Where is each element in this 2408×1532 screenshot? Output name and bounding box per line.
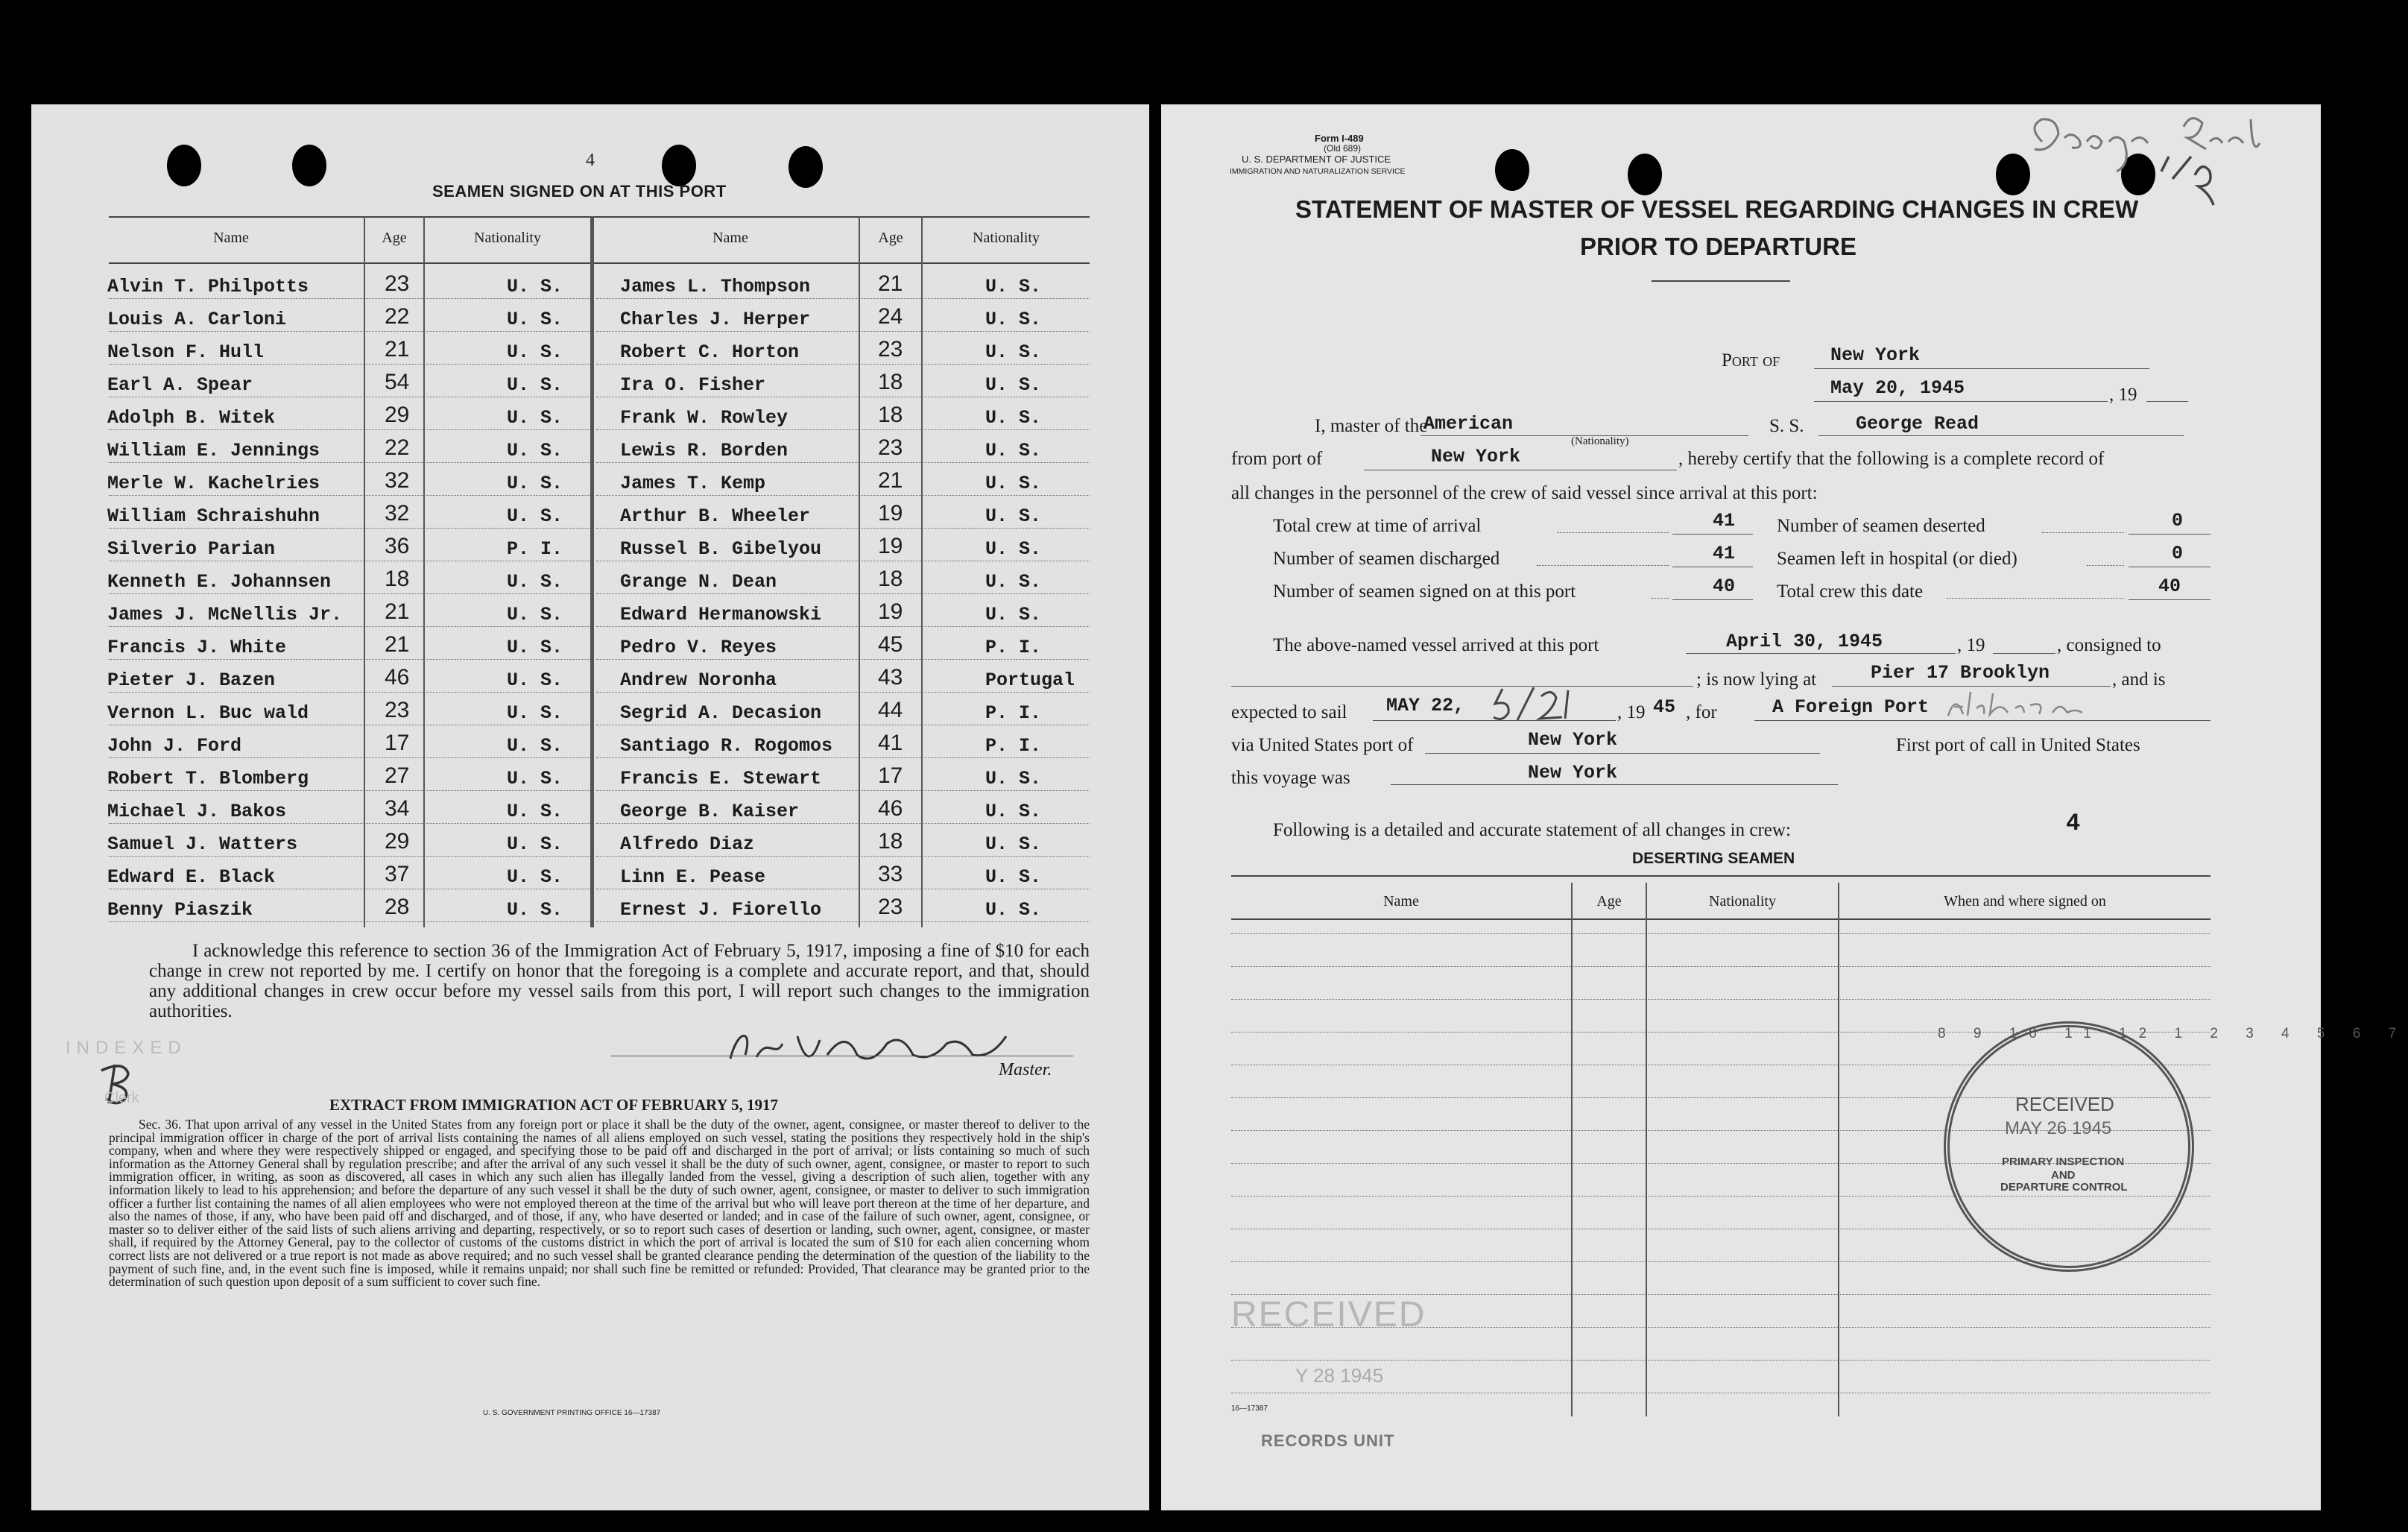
nationality-value: American	[1423, 413, 1514, 435]
crew-name: Andrew Noronha	[620, 669, 777, 691]
table-divider	[921, 216, 923, 927]
crew-nationality: U. S.	[507, 571, 563, 593]
crew-age: 23	[878, 895, 903, 919]
stamp-ring-numbers: 8 9 10 11 12 1 2 3 4 5 6 7	[1938, 1026, 2408, 1041]
crew-nationality: U. S.	[985, 276, 1042, 297]
deserting-col-name: Name	[1383, 893, 1419, 910]
row-rule	[109, 823, 590, 824]
service: IMMIGRATION AND NATURALIZATION SERVICE	[1230, 167, 1406, 176]
via-label: via United States port of	[1231, 735, 1414, 755]
crew-age: 21	[878, 468, 903, 493]
row-rule	[596, 823, 1090, 824]
crew-nationality: U. S.	[507, 341, 563, 363]
certify-text: , hereby certify that the following is a complete record of	[1678, 449, 2105, 469]
leader-dots	[1947, 598, 2124, 599]
crew-age: 33	[878, 862, 903, 886]
via-underline	[1425, 753, 1820, 754]
crew-nationality: U. S.	[507, 833, 563, 855]
crew-name: Russel B. Gibelyou	[620, 538, 822, 560]
form-title-line1: STATEMENT OF MASTER OF VESSEL REGARDING CHANGES IN CREW	[1295, 195, 2139, 223]
crew-age: 23	[878, 435, 903, 460]
table-divider	[423, 216, 425, 927]
crew-nationality: U. S.	[507, 440, 563, 461]
consignee-underline	[1231, 686, 1693, 687]
crew-age: 18	[385, 567, 410, 591]
crew-name: William E. Jennings	[107, 440, 320, 461]
row-rule	[596, 364, 1090, 365]
crew-age: 32	[385, 468, 410, 493]
crew-name: Alfredo Diaz	[620, 833, 755, 855]
row-rule	[596, 790, 1090, 791]
crew-nationality: U. S.	[985, 604, 1042, 625]
punch-hole	[167, 145, 201, 186]
row-rule	[596, 659, 1090, 660]
total-crew-date-value: 40	[2158, 576, 2181, 597]
sail-value: MAY 22,	[1386, 695, 1465, 716]
row-rule	[596, 429, 1090, 430]
value-underline	[1672, 534, 1753, 535]
row-rule	[596, 495, 1090, 496]
date-suffix: , 19	[2109, 385, 2137, 405]
crew-nationality: Portugal	[985, 669, 1075, 691]
deserting-row-rule	[1231, 966, 2211, 967]
value-underline	[2129, 534, 2211, 535]
row-rule	[596, 692, 1090, 693]
crew-name: Ira O. Fisher	[620, 374, 766, 396]
total-crew-date-label: Total crew this date	[1777, 581, 1924, 602]
crew-name: Pieter J. Bazen	[107, 669, 276, 691]
value-underline	[1672, 599, 1753, 600]
crew-nationality: P. I.	[985, 637, 1042, 658]
crew-name: Pedro V. Reyes	[620, 637, 777, 658]
crew-nationality: U. S.	[507, 604, 563, 625]
crew-name: John J. Ford	[107, 735, 242, 757]
form-number: Form I-489	[1315, 133, 1364, 144]
extract-title: EXTRACT FROM IMMIGRATION ACT OF FEBRUARY 5, 1917	[329, 1096, 779, 1114]
extract-text: Sec. 36. That upon arrival of any vessel in the United States from any foreign port or place it shall be the duty of the owner, agent, consignee, or master thereof to deliver to the principal immigration officer in charge of the port of arrival lists containing the names of all aliens employed on such vessel, stating the positions they respectively hold in the ship's company, when and where they were respectively shipped or engaged, and specifying those to be paid off and discharged in the port of arrival; or lists containing so much of such information as the Attorney General shall by regulation prescribe; and after the arrival of any such vessel it shall be the duty of such owner, agent, consignee, or master to report to such immigration officer, in writing, as soon as discovered, all cases in which any such alien has illegally landed from the vessel, giving a description of such alien, together with any information likely to lead to his apprehension; and before the departure of any such vessel it shall be the duty of such owner, agent, consignee, or master to deliver to such immigration officer a further list containing the names of all alien employees who were not employed thereon at the time of the arrival but who will leave port thereon at the time of her departure, and also the names of those, if any, who have been paid off and discharged, and of those, if any, who have deserted or landed; and in case of the failure of such owner, agent, consignee, or master so to deliver either of the said lists of such aliens arriving and departing, respectively, or so to report such cases of desertion or landing, such owner, agent, consignee, or master shall, if required by the Attorney General, pay to the collector of customs of the customs district in which the port of arrival is located the sum of $10 for each alien concerning whom correct lists are not delivered or a true report is not made as above required; and no such vessel shall be granted clearance pending the determination of the question of the liability to the payment of such fine, and, in the event such fine is imposed, while it remains unpaid; nor shall such fine be remitted or refunded: Provided, That clearance may be granted prior to the determination of such question upon deposit of a sum sufficient to cover such fine.	[109, 1117, 1090, 1290]
changes-number: 4	[2066, 810, 2081, 837]
crew-nationality: U. S.	[985, 833, 1042, 855]
section-title: SEAMEN SIGNED ON AT THIS PORT	[432, 182, 727, 201]
table-divider	[859, 216, 860, 927]
table-center-divider	[590, 216, 594, 927]
crew-age: 27	[385, 763, 410, 788]
crew-name: James L. Thompson	[620, 276, 811, 297]
col-header-name: Name	[712, 230, 748, 246]
table-divider	[364, 216, 365, 927]
crew-age: 32	[385, 501, 410, 526]
row-rule	[596, 856, 1090, 857]
crew-nationality: U. S.	[985, 440, 1042, 461]
destination-value: A Foreign Port	[1772, 696, 1930, 718]
stamp-line3: DEPARTURE CONTROL	[2000, 1181, 2128, 1194]
crew-nationality: U. S.	[507, 407, 563, 429]
master-signature	[715, 1021, 1028, 1074]
crew-nationality: U. S.	[507, 899, 563, 921]
crew-name: Grange N. Dean	[620, 571, 777, 593]
year-underline	[2146, 401, 2188, 402]
crew-age: 17	[385, 731, 410, 755]
page-number: 4	[586, 151, 595, 170]
table-top-rule	[109, 216, 1090, 218]
row-rule	[596, 331, 1090, 332]
received-date-faded: Y 28 1945	[1295, 1364, 1384, 1387]
master-of-label: I, master of the	[1315, 416, 1428, 436]
deserting-col-age: Age	[1596, 893, 1622, 910]
from-port-value: New York	[1431, 446, 1521, 467]
crew-nationality: U. S.	[507, 768, 563, 789]
crew-age: 36	[385, 534, 410, 558]
crew-age: 18	[878, 370, 903, 394]
crew-nationality: U. S.	[507, 866, 563, 888]
deserting-title: DESERTING SEAMEN	[1632, 850, 1795, 867]
col-header-age: Age	[382, 230, 407, 246]
crew-age: 19	[878, 599, 903, 624]
crew-name: Vernon L. Buc wald	[107, 702, 309, 724]
crew-name: Merle W. Kachelries	[107, 473, 320, 494]
total-crew-arrival-value: 41	[1713, 510, 1736, 532]
crew-age: 18	[878, 829, 903, 854]
printing-office: U. S. GOVERNMENT PRINTING OFFICE 16—17387	[483, 1409, 661, 1417]
received-stamp	[1944, 1021, 2194, 1272]
crew-age: 34	[385, 796, 410, 821]
destination-underline	[1754, 720, 2211, 721]
hospital-label: Seamen left in hospital (or died)	[1777, 549, 2017, 569]
sail-year: 45	[1653, 696, 1676, 718]
punch-hole	[662, 145, 696, 186]
deserting-col-nationality: Nationality	[1709, 893, 1776, 910]
crew-name: Charles J. Herper	[620, 309, 811, 330]
crew-nationality: U. S.	[507, 637, 563, 658]
hospital-value: 0	[2172, 543, 2184, 564]
form-title-line2: PRIOR TO DEPARTURE	[1580, 233, 1856, 260]
received-stamp-faded: RECEIVED	[1231, 1295, 1426, 1334]
crew-age: 23	[878, 337, 903, 362]
crew-nationality: U. S.	[985, 473, 1042, 494]
crew-name: James J. McNellis Jr.	[107, 604, 343, 625]
row-rule	[596, 528, 1090, 529]
row-rule	[109, 593, 590, 594]
row-rule	[109, 331, 590, 332]
voyage-label: this voyage was	[1231, 768, 1350, 788]
value-underline	[2129, 599, 2211, 600]
master-label: Master.	[999, 1060, 1052, 1079]
crew-name: Ernest J. Fiorello	[620, 899, 822, 921]
col-header-nationality: Nationality	[973, 230, 1040, 246]
row-rule	[596, 298, 1090, 299]
port-label: Port of	[1722, 350, 1780, 371]
crew-name: Samuel J. Watters	[107, 833, 298, 855]
ship-name: George Read	[1856, 413, 1979, 435]
crew-name: Francis J. White	[107, 637, 287, 658]
crew-age: 22	[385, 304, 410, 329]
from-port-label: from port of	[1231, 449, 1323, 469]
crew-name: James T. Kemp	[620, 473, 766, 494]
crew-age: 22	[385, 435, 410, 460]
for-label: , for	[1686, 702, 1717, 722]
crew-name: Frank W. Rowley	[620, 407, 789, 429]
punch-hole	[1495, 149, 1529, 191]
leader-dots	[1558, 532, 1669, 533]
lying-label: ; is now lying at	[1696, 669, 1817, 690]
crew-name: Silverio Parian	[107, 538, 276, 560]
stamp-date: MAY 26 1945	[2005, 1118, 2112, 1138]
signed-on-label: Number of seamen signed on at this port	[1273, 581, 1576, 602]
deserted-value: 0	[2172, 510, 2184, 532]
crew-nationality: U. S.	[507, 309, 563, 330]
crew-nationality: U. S.	[985, 571, 1042, 593]
deserting-divider	[1838, 883, 1839, 1416]
port-underline	[1814, 368, 2149, 369]
punch-hole	[292, 145, 326, 186]
port-value: New York	[1830, 344, 1921, 366]
punch-hole	[789, 146, 823, 188]
crew-nationality: U. S.	[507, 702, 563, 724]
arrived-label: The above-named vessel arrived at this port	[1273, 635, 1599, 655]
crew-age: 17	[878, 763, 903, 788]
consigned-label: , consigned to	[2057, 635, 2161, 655]
crew-age: 46	[385, 665, 410, 690]
crew-name: Nelson F. Hull	[107, 341, 265, 363]
crew-age: 18	[878, 403, 903, 427]
stamp-line2: AND	[2051, 1169, 2076, 1182]
crew-nationality: U. S.	[507, 473, 563, 494]
crew-name: George B. Kaiser	[620, 801, 800, 822]
crew-age: 18	[878, 567, 903, 591]
row-rule	[109, 921, 590, 922]
crew-nationality: U. S.	[985, 866, 1042, 888]
crew-nationality: U. S.	[507, 735, 563, 757]
crew-age: 43	[878, 665, 903, 690]
row-rule	[109, 495, 590, 496]
crew-age: 23	[385, 271, 410, 296]
deserted-label: Number of seamen deserted	[1777, 516, 1985, 536]
discharged-label: Number of seamen discharged	[1273, 549, 1500, 569]
voyage-value: New York	[1528, 762, 1618, 784]
row-rule	[109, 462, 590, 463]
arrived-suffix: , 19	[1957, 635, 1985, 655]
deserting-header-rule	[1231, 918, 2211, 920]
crew-nationality: U. S.	[985, 407, 1042, 429]
crew-age: 41	[878, 731, 903, 755]
crew-nationality: U. S.	[985, 801, 1042, 822]
stamp-received: RECEIVED	[2015, 1093, 2114, 1115]
row-rule	[109, 659, 590, 660]
first-port-label: First port of call in United States	[1896, 735, 2140, 755]
signed-on-value: 40	[1713, 576, 1736, 597]
crew-nationality: P. I.	[985, 735, 1042, 757]
col-header-age: Age	[878, 230, 903, 246]
crew-age: 45	[878, 632, 903, 657]
crew-name: Alvin T. Philpotts	[107, 276, 309, 297]
crew-name: Arthur B. Wheeler	[620, 505, 811, 527]
form-old: (Old 689)	[1324, 143, 1362, 154]
crew-name: Kenneth E. Johannsen	[107, 571, 332, 593]
crew-nationality: U. S.	[985, 505, 1042, 527]
crew-nationality: U. S.	[985, 341, 1042, 363]
row-rule	[596, 921, 1090, 922]
arrived-underline	[1686, 653, 1956, 654]
crew-name: Benny Piaszik	[107, 899, 253, 921]
row-rule	[109, 692, 590, 693]
crew-name: Robert C. Horton	[620, 341, 800, 363]
deserting-col-signed-on: When and where signed on	[1944, 893, 2106, 910]
crew-age: 44	[878, 698, 903, 722]
crew-age: 21	[878, 271, 903, 296]
row-rule	[109, 757, 590, 758]
crew-nationality: U. S.	[507, 669, 563, 691]
crew-name: William Schraishuhn	[107, 505, 320, 527]
crew-nationality: U. S.	[985, 768, 1042, 789]
crew-age: 21	[385, 632, 410, 657]
acknowledgment-text: I acknowledge this reference to section 36 of the Immigration Act of February 5, 1917, imposing a fine of $10 for each change in crew not reported by me. I certify on honor that the foregoing is a complete and accurate report, and that, should any additional changes in crew occur before my vessel sails from this port, I will report such changes to the immigration authorities.	[149, 941, 1090, 1021]
crew-age: 21	[385, 337, 410, 362]
crew-age: 21	[385, 599, 410, 624]
lying-value: Pier 17 Brooklyn	[1871, 662, 2050, 684]
crew-name: Edward E. Black	[107, 866, 276, 888]
row-rule	[109, 856, 590, 857]
crew-name: Michael J. Bakos	[107, 801, 287, 822]
deserting-row-rule	[1231, 1360, 2211, 1361]
sail-underline	[1373, 720, 1616, 721]
crew-name: Lewis R. Borden	[620, 440, 789, 461]
crew-name: Adolph B. Witek	[107, 407, 276, 429]
punch-hole	[1628, 154, 1662, 195]
row-rule	[109, 429, 590, 430]
crew-nationality: U. S.	[507, 505, 563, 527]
crew-nationality: U. S.	[985, 374, 1042, 396]
crew-age: 46	[878, 796, 903, 821]
crew-name: Louis A. Carloni	[107, 309, 287, 330]
crew-age: 23	[385, 698, 410, 722]
date-underline	[1814, 401, 2108, 402]
table-header-rule	[109, 262, 1090, 264]
discharged-value: 41	[1713, 543, 1736, 564]
row-rule	[596, 593, 1090, 594]
crew-nationality: U. S.	[985, 899, 1042, 921]
crew-nationality: U. S.	[985, 309, 1042, 330]
nationality-caption: (Nationality)	[1571, 435, 1629, 447]
crew-age: 19	[878, 534, 903, 558]
crew-age: 37	[385, 862, 410, 886]
crew-name: Edward Hermanowski	[620, 604, 822, 625]
leader-dots	[2087, 565, 2124, 566]
crew-nationality: P. I.	[507, 538, 563, 560]
leader-dots	[1652, 598, 1669, 599]
col-header-name: Name	[213, 230, 249, 246]
row-rule	[109, 790, 590, 791]
all-changes-text: all changes in the personnel of the crew of said vessel since arrival at this port:	[1231, 483, 1818, 503]
crew-name: Linn E. Pease	[620, 866, 766, 888]
department: U. S. DEPARTMENT OF JUSTICE	[1242, 154, 1391, 165]
row-rule	[596, 626, 1090, 627]
deserting-row-rule	[1231, 933, 2211, 934]
leader-dots	[1537, 565, 1669, 566]
crew-name: Earl A. Spear	[107, 374, 253, 396]
row-rule	[596, 757, 1090, 758]
sail-handwritten-date	[1488, 681, 1584, 726]
date-value: May 20, 1945	[1830, 377, 1965, 399]
stamp-line1: PRIMARY INSPECTION	[2002, 1156, 2125, 1168]
expected-label: expected to sail	[1231, 702, 1347, 722]
row-rule	[109, 528, 590, 529]
crew-age: 29	[385, 403, 410, 427]
deserting-row-rule	[1231, 999, 2211, 1000]
crew-nationality: U. S.	[507, 276, 563, 297]
crew-age: 19	[878, 501, 903, 526]
deserting-divider	[1571, 883, 1573, 1416]
indexed-stamp: INDEXED	[66, 1038, 187, 1058]
voyage-underline	[1391, 784, 1838, 785]
ship-underline	[1818, 435, 2184, 436]
crew-age: 54	[385, 370, 410, 394]
row-rule	[596, 462, 1090, 463]
year-underline	[1993, 653, 2055, 654]
crew-nationality: U. S.	[985, 538, 1042, 560]
leader-dots	[2042, 532, 2124, 533]
crew-nationality: U. S.	[507, 801, 563, 822]
total-crew-arrival-label: Total crew at time of arrival	[1273, 516, 1482, 536]
crew-name: Robert T. Blomberg	[107, 768, 309, 789]
deserting-top-rule	[1231, 875, 2211, 877]
destination-handwritten	[1941, 686, 2090, 723]
crew-nationality: U. S.	[507, 374, 563, 396]
form-code: 16—17387	[1231, 1405, 1268, 1413]
crew-name: Francis E. Stewart	[620, 768, 822, 789]
row-rule	[109, 626, 590, 627]
sail-year-prefix: , 19	[1617, 702, 1646, 722]
crew-age: 29	[385, 829, 410, 854]
crew-age: 24	[878, 304, 903, 329]
row-rule	[109, 364, 590, 365]
clerk-label: Clerk	[104, 1090, 139, 1106]
deserting-divider	[1646, 883, 1647, 1416]
col-header-nationality: Nationality	[474, 230, 541, 246]
ss-label: S. S.	[1769, 416, 1804, 436]
following-text: Following is a detailed and accurate statement of all changes in crew:	[1273, 820, 1791, 840]
and-is-label: , and is	[2112, 669, 2166, 690]
arrived-value: April 30, 1945	[1726, 631, 1883, 652]
via-value: New York	[1528, 729, 1618, 751]
title-rule	[1652, 280, 1790, 282]
crew-name: Santiago R. Rogomos	[620, 735, 833, 757]
crew-nationality: P. I.	[985, 702, 1042, 724]
records-unit-stamp: RECORDS UNIT	[1261, 1431, 1395, 1450]
row-rule	[109, 298, 590, 299]
crew-age: 28	[385, 895, 410, 919]
crew-name: Segrid A. Decasion	[620, 702, 822, 724]
